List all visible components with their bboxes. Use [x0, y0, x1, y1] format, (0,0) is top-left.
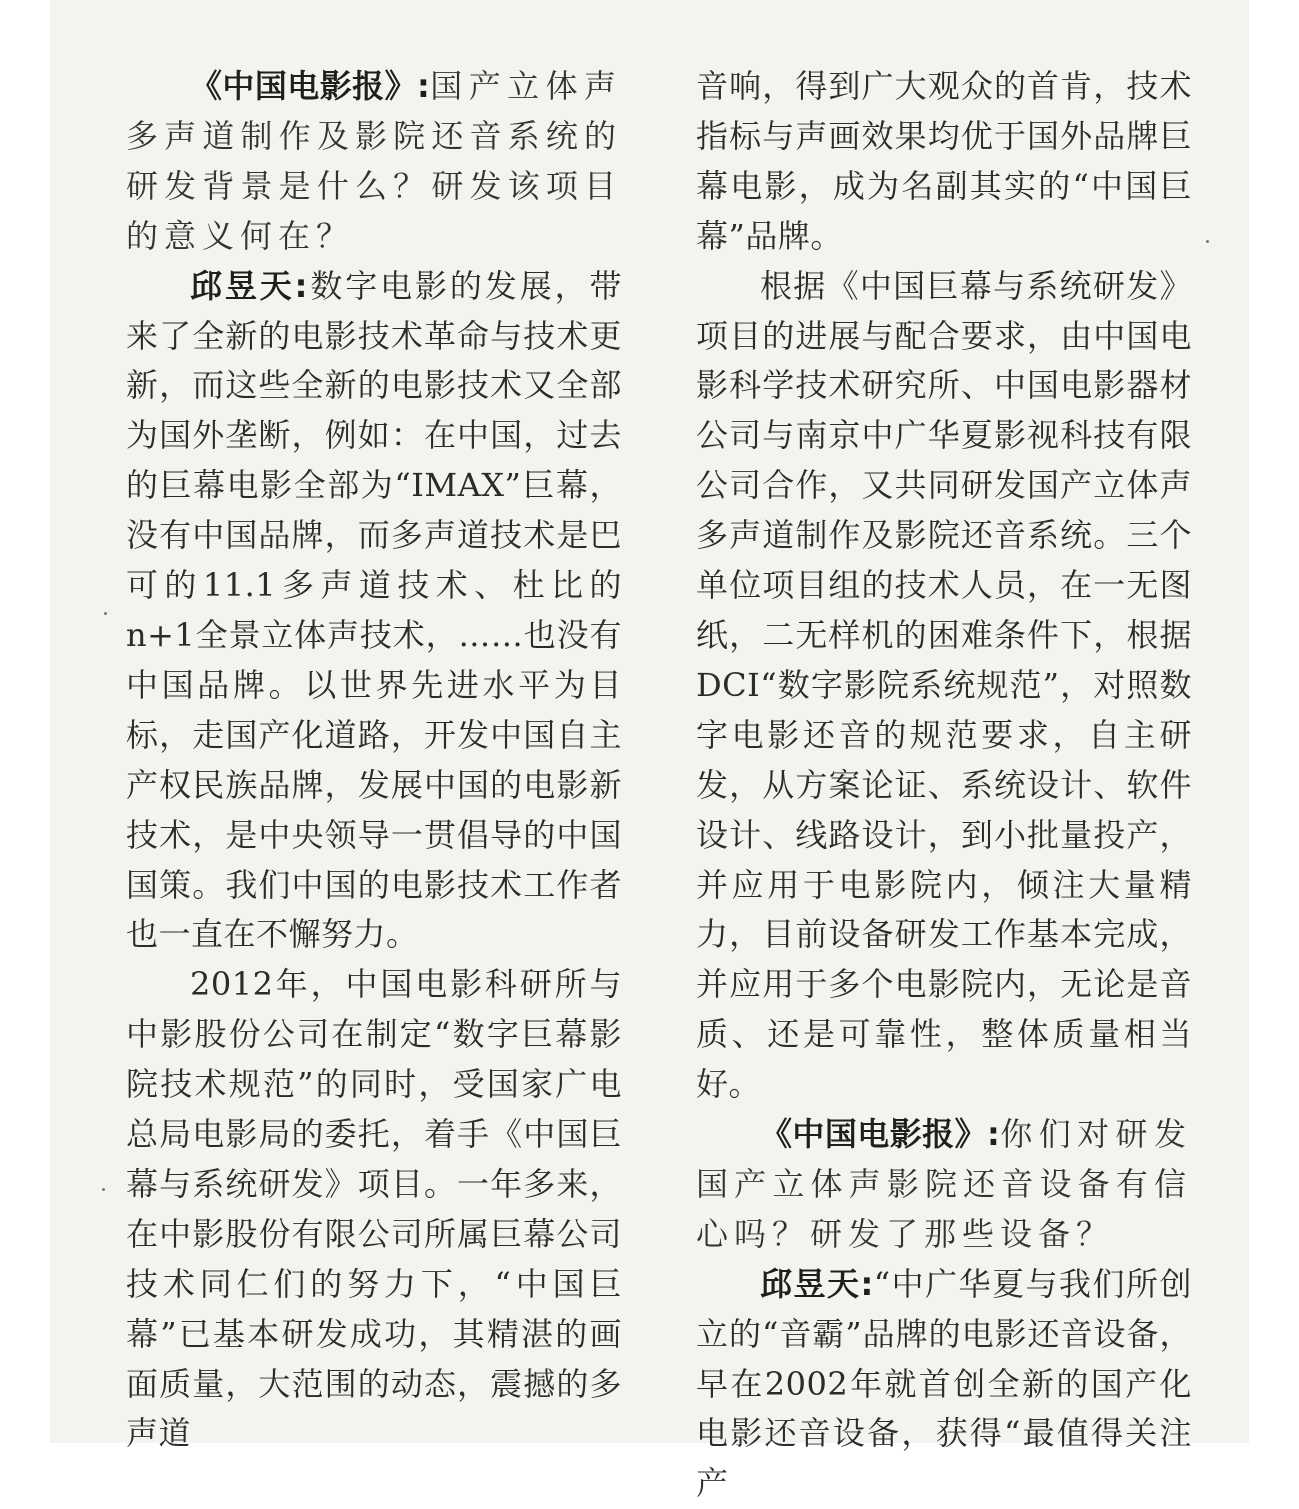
question-text: 你们对研发国产立体声影院还音设备有信心吗？研发了那些设备？ [696, 1115, 1192, 1253]
body-paragraph: 根据《中国巨幕与系统研发》项目的进展与配合要求，由中国电影科学技术研究所、中国电影器材公司与南京中广华夏影视科技有限公司合作，又共同研发国产立体声多声道制作及影院还音系统。三个单位项目组的技术人员，在一无图纸，二无样机的困难条件下，根据DCI“数字影院系统规范”，对照数字电影还音的规范要求，自主研发，从方案论证、系统设计、软件设计、线路设计，到小批量投产，并应用于电影院内，倾注大量精力，目前设备研发工作基本完成，并应用于多个电影院内，无论是音质、还是可靠性，整体质量相当好。 [696, 266, 1192, 1104]
interview-question [126, 62, 622, 262]
question-speaker: 《中国电影报》: [190, 67, 430, 105]
body-paragraph: 2012年，中国电影科研所与中影股份公司在制定“数字巨幕影院技术规范”的同时，受国家广电总局电影局的委托，着手《中国巨幕与系统研发》项目。一年多来，在中影股份有限公司所属巨幕公司技术同仁们的努力下，“中国巨幕”已基本研发成功，其精湛的画面质量，大范围的动态，震撼的多声道 [126, 965, 622, 1453]
answer-speaker: 邱昱天: [190, 266, 308, 305]
print-speck [104, 612, 107, 615]
question-text: 国产立体声多声道制作及影院还音系统的研发背景是什么？研发该项目的意义何在？ [126, 67, 622, 255]
left-column [126, 62, 622, 1459]
answer-text: “中广华夏与我们所创立的“音霸”品牌的电影还音设备，早在2002年就首创全新的国产化电影还音设备，获得“最值得关注产 [696, 1264, 1192, 1503]
print-speck [1206, 240, 1209, 243]
print-speck [102, 1188, 105, 1191]
answer-text: 数字电影的发展，带来了全新的电影技术革命与技术更新，而这些全新的电影技术又全部为国外垄断，例如：在中国，过去的巨幕电影全部为“IMAX”巨幕，没有中国品牌，而多声道技术是巴可的11.1多声道技术、杜比的n+1全景立体声技术，……也没有中国品牌。以世界先进水平为目标，走国产化道路，开发中国自主产权民族品牌，发展中国的电影新技术，是中央领导一贯倡导的中国国策。我们中国的电影技术工作者也一直在不懈努力。 [126, 266, 622, 954]
answer-speaker: 邱昱天: [760, 1264, 874, 1303]
interview-question [696, 1110, 1192, 1260]
interview-answer [126, 262, 622, 961]
interview-answer [696, 1260, 1192, 1509]
continued-paragraph: 音响，得到广大观众的首肯，技术指标与声画效果均优于国外品牌巨幕电影，成为名副其实的“中国巨幕”品牌。 [696, 67, 1192, 255]
right-column [696, 62, 1192, 1509]
question-speaker: 《中国电影报》: [760, 1115, 1000, 1154]
